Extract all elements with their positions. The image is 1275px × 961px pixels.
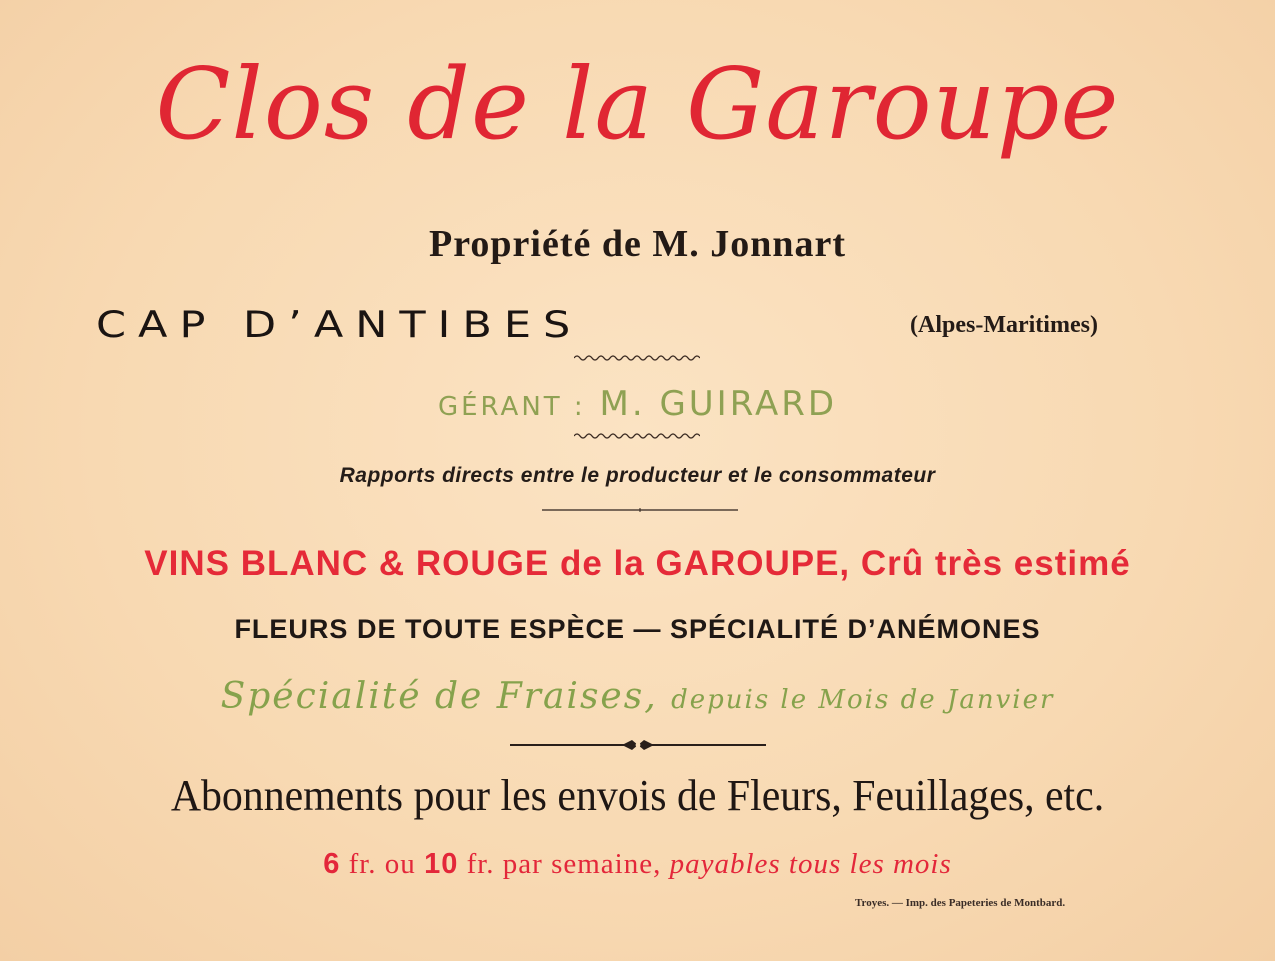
- wavy-rule-top: [574, 354, 700, 362]
- price-unit-one: fr. ou: [348, 848, 416, 880]
- ornament-rule: [510, 738, 766, 752]
- printer-imprint: Troyes. — Imp. des Papeteries de Montbard.: [855, 897, 1066, 909]
- fraises-line: [0, 676, 1275, 717]
- price-six: 6: [323, 848, 341, 880]
- owner-line: Propriété de M. Jonnart: [429, 223, 846, 265]
- fraises-tail: depuis le Mois de Janvier: [671, 685, 1055, 715]
- region-name: (Alpes-Maritimes): [910, 312, 1098, 338]
- divider-rule: [542, 507, 738, 513]
- place-row: [0, 300, 1275, 352]
- manager-label: GÉRANT :: [437, 392, 586, 422]
- place-name: CAP D’ANTIBES: [96, 303, 583, 347]
- wines-line: VINS BLANC & ROUGE de la GAROUPE, Crû très estimé: [144, 544, 1131, 583]
- rapports-line: Rapports directs entre le producteur et le consommateur: [339, 464, 936, 487]
- card-title: Clos de la Garoupe: [155, 48, 1120, 162]
- fraises-main: Spécialité de Fraises,: [220, 676, 658, 717]
- price-ten: 10: [424, 848, 459, 880]
- manager-line: [0, 384, 1275, 424]
- abonnements-line: Abonnements pour les envois de Fleurs, Feuillages, etc.: [170, 771, 1105, 820]
- price-unit-two: fr. par semaine,: [466, 848, 662, 880]
- flowers-line: FLEURS DE TOUTE ESPÈCE — SPÉCIALITÉ D’ANÉMONES: [234, 614, 1041, 644]
- price-line: [0, 848, 1275, 881]
- wavy-rule-bottom: [574, 432, 700, 440]
- manager-name: M. GUIRARD: [599, 384, 838, 424]
- price-note: payables tous les mois: [669, 848, 952, 880]
